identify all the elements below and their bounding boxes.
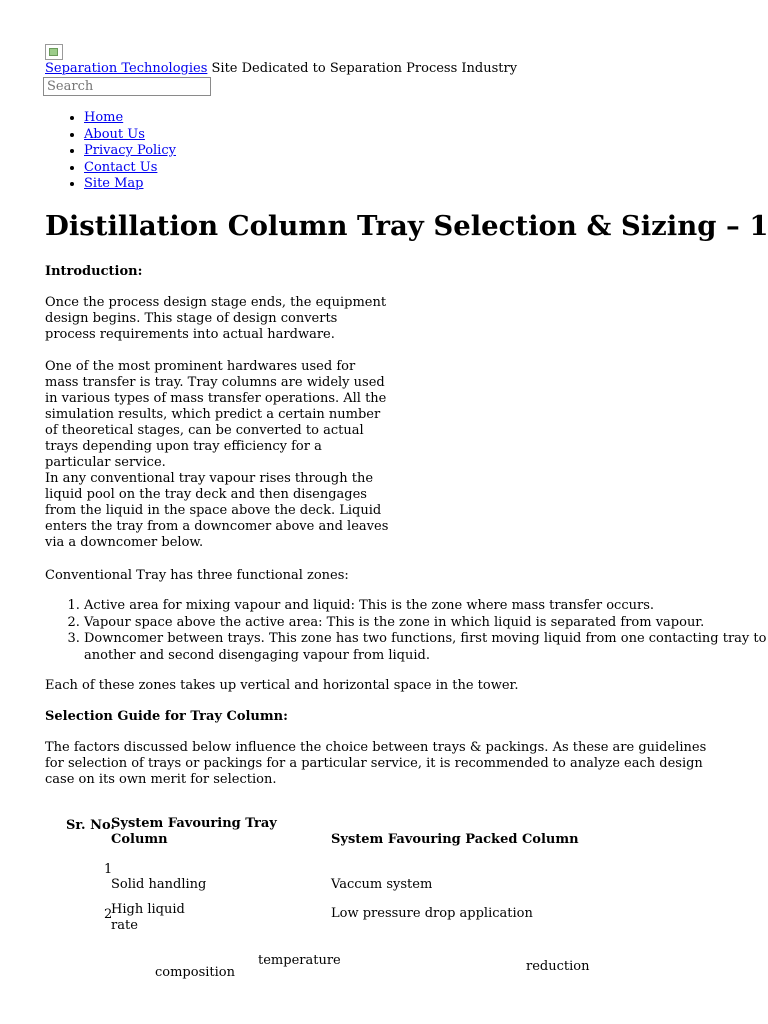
selection-paragraph: The factors discussed below influence the choice between trays & packings. As these are guidelines for selection of trays or packings for a particular service, it is recommended to analyze each design case on its own merit for selection. xyxy=(45,740,707,787)
zone-item: 3. Downcomer between trays. This zone has two functions, first moving liquid from one contacting tray to another and second disengaging vapour from liquid. xyxy=(84,631,768,664)
zones-intro: Conventional Tray has three functional zones: xyxy=(45,568,349,583)
intro-paragraph-1: Once the process design stage ends, the equipment design begins. This stage of design converts process requirements into actual hardware. xyxy=(45,295,387,342)
row-1-number: 1 xyxy=(104,862,113,877)
row-3-fragment-temperature: temperature xyxy=(258,953,341,968)
nav-item-home xyxy=(84,110,176,127)
nav-item-contact xyxy=(84,160,176,177)
row-1-packed: Vaccum system xyxy=(331,877,433,892)
zones-list xyxy=(44,598,768,664)
row-1-tray: Solid handling xyxy=(111,877,207,892)
nav-link-home[interactable]: Home xyxy=(84,110,124,125)
nav-item-about xyxy=(84,127,176,144)
zone-item: 2. Vapour space above the active area: This is the zone in which liquid is separated from vapour. xyxy=(84,615,768,632)
main-nav xyxy=(44,110,176,193)
row-3-fragment-reduction: reduction xyxy=(526,959,590,974)
site-logo-image[interactable] xyxy=(45,44,63,60)
site-tagline: Site Dedicated to Separation Process Industry xyxy=(207,61,518,76)
selection-heading: Selection Guide for Tray Column: xyxy=(45,709,288,724)
intro-heading: Introduction: xyxy=(45,264,143,279)
row-2-tray: High liquid rate xyxy=(111,902,185,933)
search-input[interactable] xyxy=(43,77,211,96)
intro-paragraph-2: One of the most prominent hardwares used for mass transfer is tray. Tray columns are widely used in various types of mass transfer operations. All the simulation results, which predict a certain number of theoretical stages, can be converted to actual trays depending upon tray efficiency for a particular service. xyxy=(45,359,387,470)
nav-item-sitemap xyxy=(84,176,176,193)
site-branding xyxy=(45,61,517,77)
row-2-number: 2 xyxy=(104,907,113,922)
row-2-packed: Low pressure drop application xyxy=(331,906,533,921)
header-sr-no: Sr. No. xyxy=(66,818,115,833)
header-tray-column: System Favouring Tray Column xyxy=(111,816,277,847)
nav-link-privacy[interactable]: Privacy Policy xyxy=(84,143,176,158)
nav-item-privacy xyxy=(84,143,176,160)
nav-link-about[interactable]: About Us xyxy=(84,126,145,142)
page-title: Distillation Column Tray Selection & Sizing – 1 xyxy=(45,210,768,242)
zone-item: 1. Active area for mixing vapour and liquid: This is the zone where mass transfer occurs. xyxy=(84,598,768,615)
header-packed-column: System Favouring Packed Column xyxy=(331,832,579,847)
zones-outro: Each of these zones takes up vertical and horizontal space in the tower. xyxy=(45,678,519,693)
nav-link-contact[interactable]: Contact Us xyxy=(84,159,158,175)
nav-link-sitemap[interactable]: Site Map xyxy=(84,176,144,191)
site-title-link[interactable]: Separation Technologies xyxy=(45,61,208,76)
row-3-fragment-composition: composition xyxy=(155,965,235,980)
intro-paragraph-3: In any conventional tray vapour rises through the liquid pool on the tray deck and then disengages from the liquid in the space above the deck. Liquid enters the tray from a downcomer above and leaves via a downcomer below. xyxy=(45,471,389,550)
